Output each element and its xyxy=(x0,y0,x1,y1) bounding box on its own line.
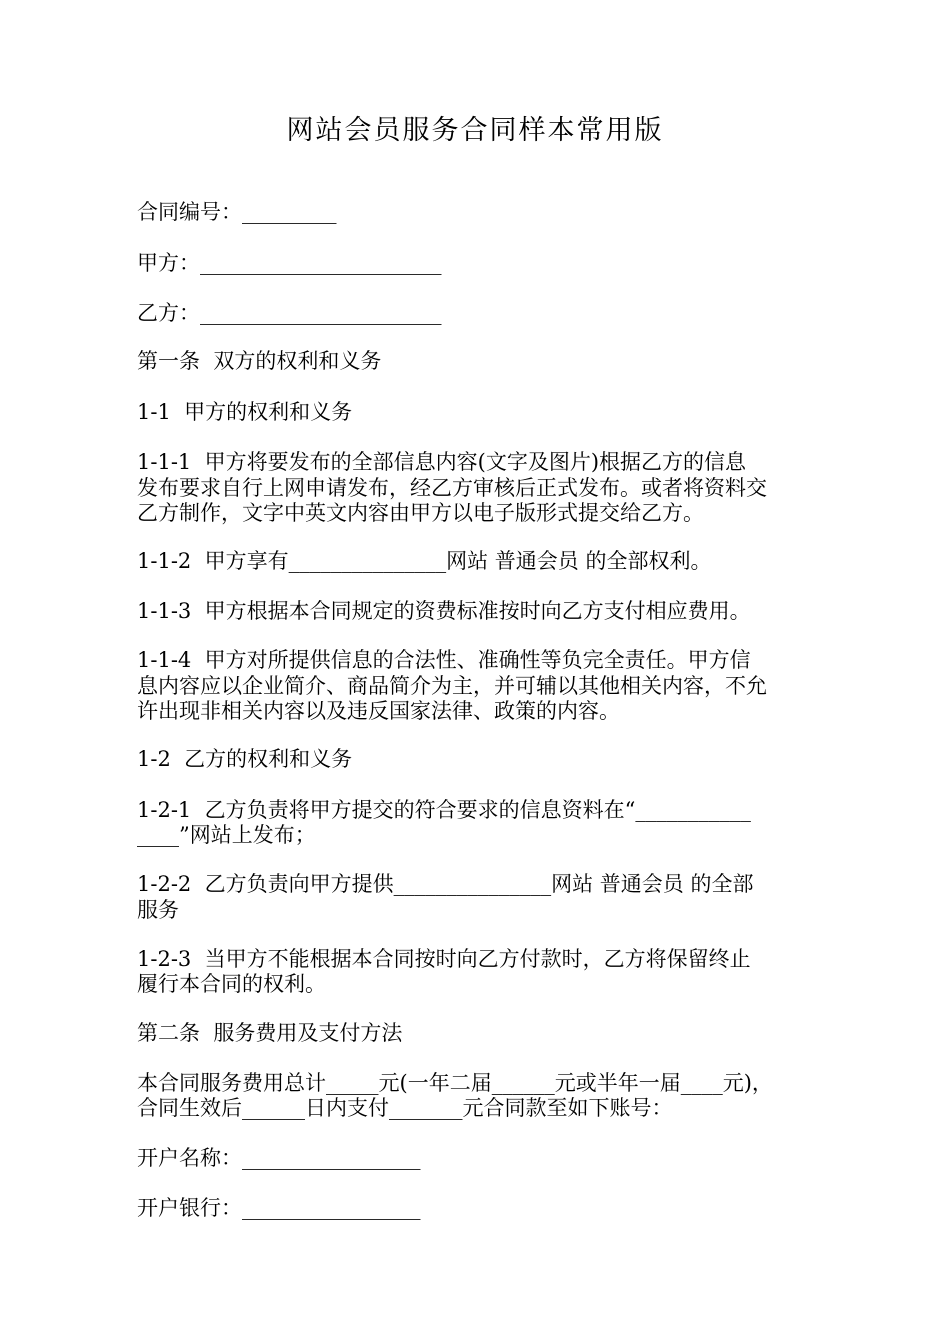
clause-1-2-1-line-2: ____”网站上发布； xyxy=(137,823,316,847)
account-name-field: 开户名称：_________________ xyxy=(137,1146,421,1170)
article-1-heading: 第一条 双方的权利和义务 xyxy=(137,349,382,373)
party-b-field: 乙方：_______________________ xyxy=(137,301,442,325)
party-a-field: 甲方：_______________________ xyxy=(137,251,442,275)
clause-1-2-1-line-1: 1-2-1 乙方负责将甲方提交的符合要求的信息资料在“___________ xyxy=(137,798,751,822)
clause-1-2-3-line-1: 1-2-3 当甲方不能根据本合同按时向乙方付款时，乙方将保留终止 xyxy=(137,947,751,971)
article-2-heading: 第二条 服务费用及支付方法 xyxy=(137,1021,403,1045)
section-1-1-heading: 1-1 甲方的权利和义务 xyxy=(137,400,353,424)
clause-1-1-1-line-1: 1-1-1 甲方将要发布的全部信息内容(文字及图片)根据乙方的信息 xyxy=(137,450,747,474)
clause-1-1-4-line-3: 许出现非相关内容以及违反国家法律、政策的内容。 xyxy=(137,699,620,723)
fee-line-2: 合同生效后______日内支付_______元合同款至如下账号： xyxy=(137,1096,673,1120)
clause-1-2-2-line-1: 1-2-2 乙方负责向甲方提供_______________网站 普通会员 的全部 xyxy=(137,872,754,896)
clause-1-1-1-line-3: 乙方制作，文字中英文内容由甲方以电子版形式提交给乙方。 xyxy=(137,501,704,525)
clause-1-1-4-line-1: 1-1-4 甲方对所提供信息的合法性、准确性等负完全责任。甲方信 xyxy=(137,648,751,672)
clause-1-2-2-line-2: 服务 xyxy=(137,898,179,922)
section-1-2-heading: 1-2 乙方的权利和义务 xyxy=(137,747,353,771)
contract-number-field: 合同编号：_________ xyxy=(137,200,337,224)
clause-1-1-3: 1-1-3 甲方根据本合同规定的资费标准按时向乙方支付相应费用。 xyxy=(137,599,751,623)
fee-line-1: 本合同服务费用总计_____元(一年二届______元或半年一届____元)， xyxy=(137,1071,773,1095)
clause-1-1-1-line-2: 发布要求自行上网申请发布，经乙方审核后正式发布。或者将资料交 xyxy=(137,476,767,500)
document-title: 网站会员服务合同样本常用版 xyxy=(286,115,664,146)
clause-1-1-4-line-2: 息内容应以企业简介、商品简介为主，并可辅以其他相关内容，不允 xyxy=(137,674,767,698)
clause-1-1-2: 1-1-2 甲方享有_______________网站 普通会员 的全部权利。 xyxy=(137,549,712,573)
bank-field: 开户银行：_________________ xyxy=(137,1196,421,1220)
clause-1-2-3-line-2: 履行本合同的权利。 xyxy=(137,972,326,996)
